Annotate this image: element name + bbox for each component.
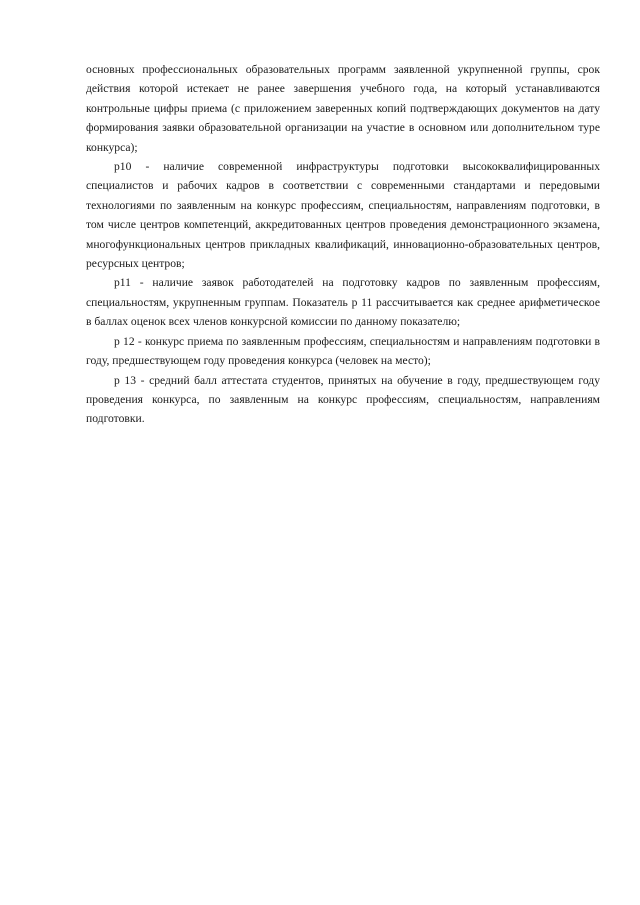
paragraph-continuation: основных профессиональных образовательных программ заявленной укрупненной группы, срок действия которой истекает не ранее завершения учебного года, на который устанавливаются контрольные цифры приема (с приложением заверенных копий подтверждающих документов на дату формирования заявки образовательной организации на участие в основном или дополнительном туре конкурса); bbox=[86, 63, 600, 154]
paragraph-p10: p10 - наличие современной инфраструктуры подготовки высококвалифицированных специалистов и рабочих кадров в соответствии с современными стандартами и передовыми технологиями по заявленным на конкурс профессиям, специальностям, направлениям подготовки, в том числе центров компетенций, аккредитованных центров проведения демонстрационного экзамена, многофункциональных центров прикладных квалификаций, инновационно-образовательных центров, ресурсных центров; bbox=[86, 160, 600, 271]
paragraph-p11: p11 - наличие заявок работодателей на подготовку кадров по заявленным профессиям, специальностям, укрупненным группам. Показатель p 11 рассчитывается как среднее арифметическое в баллах оценок всех членов конкурсной комиссии по данному показателю; bbox=[86, 276, 600, 329]
paragraph-p13: p 13 - средний балл аттестата студентов, принятых на обучение в году, предшествующем году проведения конкурса, по заявленным на конкурс профессиям, специальностям, направлениям подготовки. bbox=[86, 373, 600, 426]
document-body bbox=[86, 60, 600, 429]
paragraph-p12: p 12 - конкурс приема по заявленным профессиям, специальностям и направлениям подготовки в году, предшествующем году проведения конкурса (человек на место); bbox=[86, 334, 600, 368]
